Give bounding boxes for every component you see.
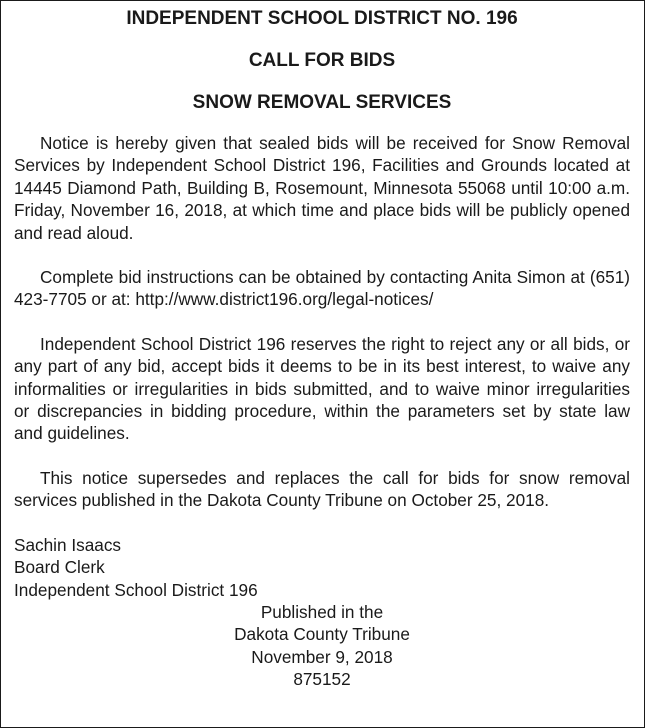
signer-name: Sachin Isaacs — [14, 534, 122, 555]
call-for-bids-heading: CALL FOR BIDS — [248, 50, 396, 71]
notice-paragraph-supersedes: This notice supersedes and replaces the call for bids for snow removal services published in the Dakota County Tribune on October 25, 2018. — [14, 467, 630, 511]
publication-date: November 9, 2018 — [251, 646, 393, 667]
publication-number: 875152 — [293, 669, 351, 690]
signer-organization: Independent School District 196 — [14, 579, 258, 600]
publication-label: Published in the — [260, 601, 384, 622]
notice-paragraph-bid-receipt: Notice is hereby given that sealed bids will be received for Snow Removal Services by Independent School District 196, Facilities and Grounds located at 14445 Diamond Path, Building B, Rosemount, Minnesota 55068 until 10:00 a.m. Friday, November 16, 2018, at which time and place bids will be publicly opened and read aloud. — [14, 133, 630, 243]
subject-heading: SNOW REMOVAL SERVICES — [192, 92, 452, 113]
district-heading: INDEPENDENT SCHOOL DISTRICT NO. 196 — [126, 8, 518, 29]
notice-paragraph-instructions: Complete bid instructions can be obtained by contacting Anita Simon at (651) 423-7705 or at: http://www.district196.org/legal-notices/ — [14, 267, 630, 310]
publication-paper: Dakota County Tribune — [234, 624, 410, 645]
signer-title: Board Clerk — [14, 557, 105, 578]
notice-paragraph-rights: Independent School District 196 reserves the right to reject any or all bids, or any part of any bid, accept bids it deems to be in its best interest, to waive any informalities or irregularities in bids submitted, and to waive minor irregularities or discrepancies in bidding procedure, within the parameters set by state law and guidelines. — [14, 333, 630, 444]
signature-block — [14, 534, 630, 601]
publication-info — [14, 601, 630, 691]
